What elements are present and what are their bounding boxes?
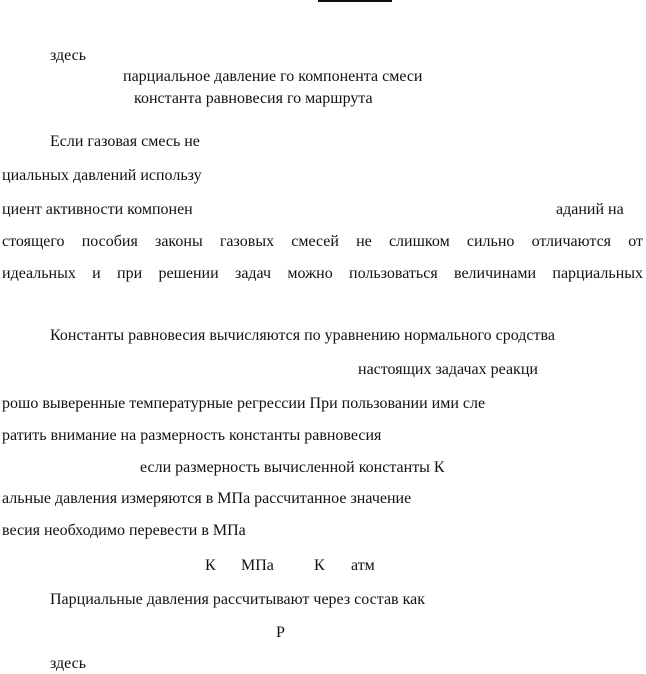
text-line: весия необходимо перевести в МПа — [2, 522, 246, 539]
text-line: парциальное давление го компонента смеси — [123, 68, 423, 85]
text-line: аданий на — [556, 201, 624, 218]
text-line: Константы равновесия вычисляются по уравнению нормального сродства — [50, 327, 555, 344]
formula-symbol: Р — [276, 624, 285, 641]
text-line: альные давления измеряются в МПа рассчитанное значение — [2, 490, 412, 507]
text-line: циент активности компонен — [2, 201, 193, 218]
text-line: идеальных и при решении задач можно пользоваться величинами парциальных — [2, 265, 643, 282]
text-line: рошо выверенные температурные регрессии При пользовании ими сле — [2, 395, 486, 412]
text-line: Если газовая смесь не — [50, 133, 200, 150]
formula-unit: МПа — [241, 557, 274, 574]
text-line: Парциальные давления рассчитывают через состав как — [50, 591, 426, 608]
text-line: ратить внимание на размерность константы равновесия — [2, 427, 382, 444]
text-line: циальных давлений использу — [2, 167, 202, 184]
text-line: здесь — [50, 47, 87, 64]
header-rule — [318, 0, 392, 2]
text-line: стоящего пособия законы газовых смесей не слишком сильно отличаются от — [2, 233, 643, 250]
text-line: если размерность вычисленной константы К — [140, 459, 445, 476]
text-line: константа равновесия го маршрута — [134, 90, 373, 107]
formula-symbol: К — [314, 557, 325, 574]
text-line: здесь — [50, 655, 87, 672]
formula-symbol: К — [205, 557, 216, 574]
formula-unit: атм — [351, 557, 375, 574]
text-line: настоящих задачах реакци — [358, 361, 538, 378]
